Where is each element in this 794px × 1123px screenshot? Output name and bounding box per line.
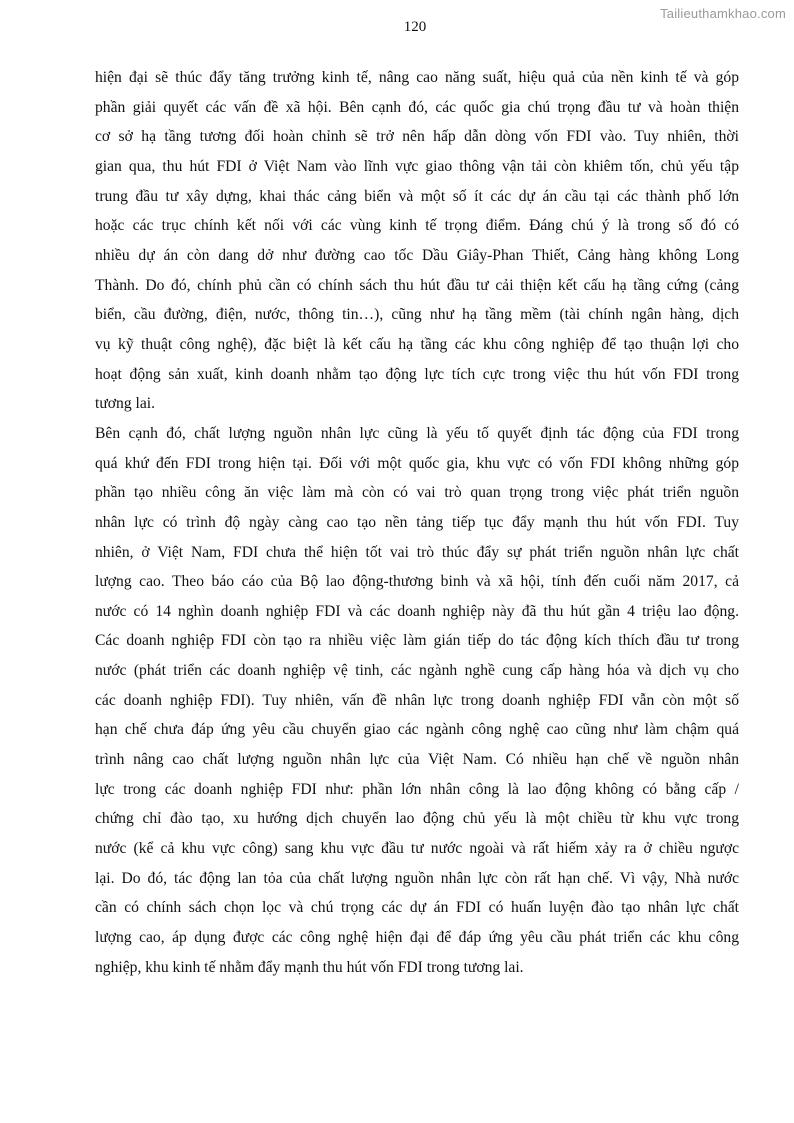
page-number: 120 — [403, 19, 427, 35]
text-line: cơ sở hạ tầng tương đối hoàn chỉnh sẽ trở nên hấp dẫn dòng vốn FDI vào. Tuy nhiên, thời — [95, 128, 739, 146]
text-line: nhân lực có trình độ ngày càng cao tạo nền tảng tiếp tục đẩy mạnh thu hút vốn FDI. Tuy — [95, 513, 739, 531]
paragraph-1 — [95, 63, 739, 419]
text-line: hiện đại sẽ thúc đẩy tăng trưởng kinh tế, nâng cao năng suất, hiệu quả của nền kinh tế và góp — [95, 69, 739, 86]
text-line: hạn chế chưa đáp ứng yêu cầu chuyển giao các ngành công nghệ cao cũng như làm chậm quá — [95, 721, 739, 739]
text-line: nhiều dự án còn dang dở như đường cao tốc Dầu Giây-Phan Thiết, Cảng hàng không Long — [95, 246, 739, 264]
text-line: lượng cao, áp dụng được các công nghệ hiện đại để đáp ứng yêu cầu phát triển các khu công — [95, 929, 739, 947]
text-line: lượng cao. Theo báo cáo của Bộ lao động-thương binh và xã hội, tính đến cuối năm 2017, cả — [95, 573, 739, 591]
text-line: tương lai. — [95, 395, 156, 413]
text-line: nhiên, ở Việt Nam, FDI chưa thể hiện tốt vai trò thúc đẩy sự phát triển nguồn nhân lực chất — [95, 543, 739, 561]
text-line: nước có 14 nghìn doanh nghiệp FDI và các doanh nghiệp này đã thu hút gần 4 triệu lao động. — [95, 602, 739, 620]
text-line: hoặc các trục chính kết nối với các vùng kinh tế trọng điểm. Đáng chú ý là trong số đó có — [95, 217, 739, 235]
paragraph-2 — [95, 419, 739, 982]
text-line: nghiệp, khu kinh tế nhằm đẩy mạnh thu hút vốn FDI trong tương lai. — [95, 958, 524, 976]
text-line: Các doanh nghiệp FDI còn tạo ra nhiều việc làm gián tiếp do tác động kích thích đầu tư trong — [95, 632, 739, 650]
text-line: lực trong các doanh nghiệp FDI như: phần lớn nhân công là lao động không có bằng cấp / — [95, 780, 739, 798]
text-line: phần giải quyết các vấn đề xã hội. Bên cạnh đó, các quốc gia chú trọng đầu tư và hoàn thiện — [95, 98, 739, 116]
text-line: nước (phát triển các doanh nghiệp vệ tinh, các ngành nghề cung cấp hàng hóa và dịch vụ cho — [95, 662, 739, 680]
text-line: gian qua, thu hút FDI ở Việt Nam vào lĩnh vực giao thông vận tải còn khiêm tốn, chủ yếu tập — [95, 157, 739, 175]
text-line: cần có chính sách chọn lọc và chú trọng các dự án FDI có huấn luyện đào tạo nhân lực chất — [95, 899, 739, 917]
watermark: Tailieuthamkhao.com — [660, 6, 786, 21]
text-line: lại. Do đó, tác động lan tỏa của chất lượng nguồn nhân lực còn rất hạn chế. Vì vậy, Nhà nước — [95, 869, 739, 887]
text-line: trung đầu tư xây dựng, khai thác cảng biển và một số ít các dự án cầu tại các thành phố lớn — [95, 187, 739, 205]
text-line: các doanh nghiệp FDI). Tuy nhiên, vấn đề nhân lực trong doanh nghiệp FDI vẫn còn một số — [95, 691, 739, 709]
text-line: phần tạo nhiều công ăn việc làm mà còn có vai trò quan trọng trong việc phát triển nguồn — [95, 484, 739, 502]
text-line: quá khứ đến FDI trong hiện tại. Đối với một quốc gia, khu vực có vốn FDI không những góp — [95, 454, 739, 472]
text-line: trình nâng cao chất lượng nguồn nhân lực của Việt Nam. Có nhiều hạn chế về nguồn nhân — [95, 751, 739, 769]
text-line: biển, cầu đường, điện, nước, thông tin…), cũng như hạ tầng mềm (tài chính ngân hàng, dịch — [95, 306, 739, 324]
text-line: Bên cạnh đó, chất lượng nguồn nhân lực cũng là yếu tố quyết định tác động của FDI trong — [95, 424, 739, 442]
text-line: nước (kể cả khu vực công) sang khu vực đầu tư nước ngoài và rất hiếm xảy ra ở chiều ngược — [95, 840, 739, 858]
text-line: Thành. Do đó, chính phủ cần có chính sách thu hút đầu tư cải thiện kết cấu hạ tầng cứng (cảng — [95, 276, 739, 294]
text-line: chứng chỉ đào tạo, xu hướng dịch chuyển lao động chủ yếu là một chiều từ khu vực trong — [95, 810, 739, 828]
text-line: hoạt động sản xuất, kinh doanh nhằm tạo động lực tích cực trong việc thu hút vốn FDI trong — [95, 365, 739, 383]
document-body — [95, 63, 739, 982]
text-line: vụ kỹ thuật công nghệ), đặc biệt là kết cấu hạ tầng các khu công nghiệp để tạo thuận lợi cho — [95, 335, 739, 353]
